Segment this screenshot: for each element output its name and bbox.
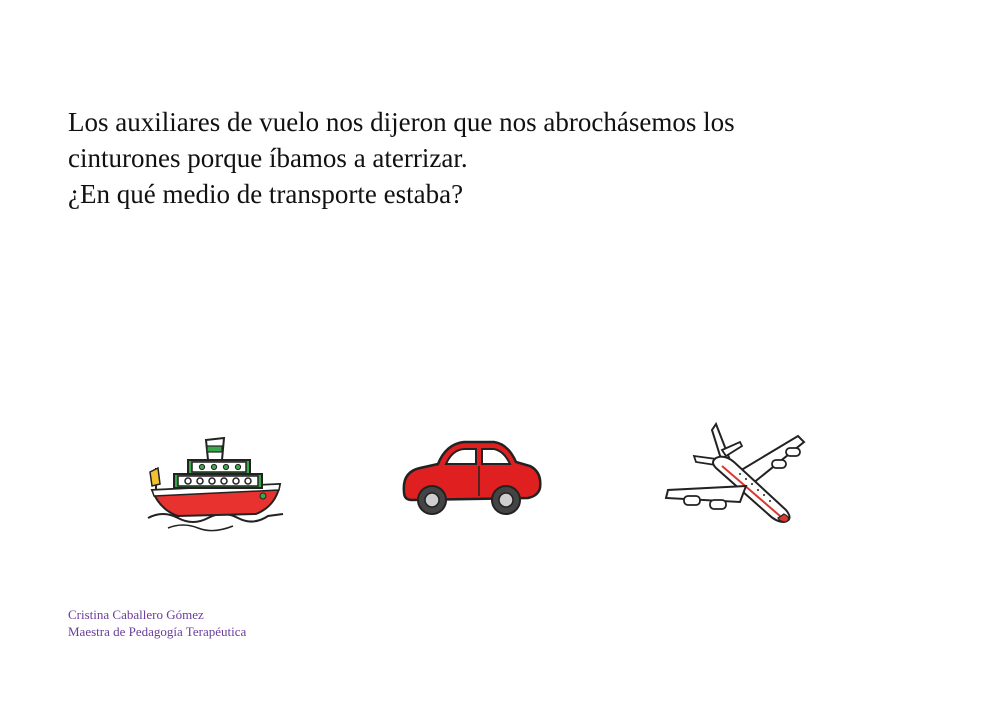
author-role: Maestra de Pedagogía Terapéutica — [68, 624, 247, 639]
option-airplane[interactable] — [660, 400, 810, 550]
author-name: Cristina Caballero Gómez — [68, 607, 204, 622]
option-ship[interactable] — [138, 400, 288, 550]
author-credits — [68, 606, 246, 640]
option-car[interactable] — [394, 400, 544, 550]
ship-icon — [138, 410, 288, 540]
car-icon — [394, 420, 544, 530]
question-text — [68, 104, 928, 212]
question-line-1: Los auxiliares de vuelo nos dijeron que nos abrochásemos los — [68, 107, 735, 137]
airplane-icon — [660, 410, 810, 540]
question-line-2: cinturones porque íbamos a aterrizar. — [68, 143, 468, 173]
question-line-3: ¿En qué medio de transporte estaba? — [68, 179, 464, 209]
